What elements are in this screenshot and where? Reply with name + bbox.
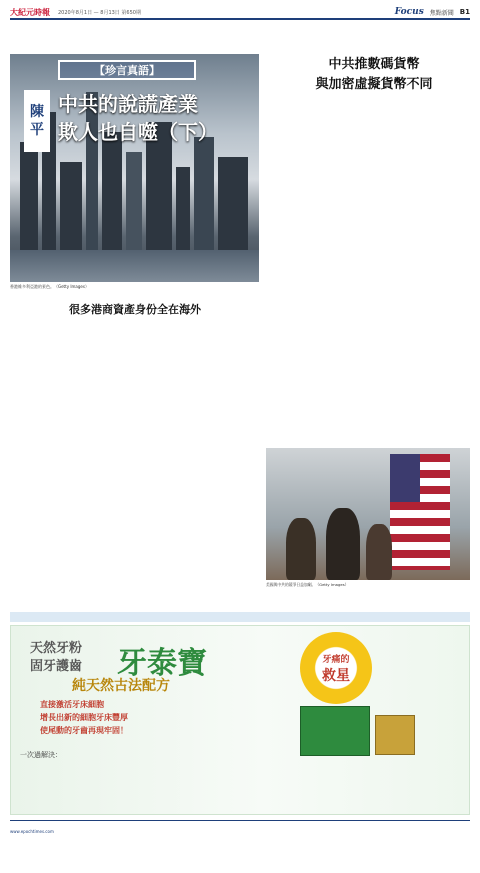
focus-label: Focus (394, 7, 424, 17)
feature-headline (58, 90, 258, 146)
issue-date: 2020年8月1日 — 8月13日 第650期 (58, 9, 141, 16)
paper-logo: 大紀元時報 (10, 6, 50, 17)
author-name-top: 陳 (30, 104, 44, 120)
ad-solve-label: 一次過解決： (20, 751, 62, 759)
product-box-small (375, 715, 415, 755)
story2-headline: 很多港商資產身份全在海外 (69, 303, 201, 316)
product-box (300, 706, 370, 756)
feature-headline-line2: 欺人也自噬（下） (58, 120, 218, 144)
footer-website[interactable]: www.epochtimes.com (10, 829, 54, 834)
ad-bullets (40, 698, 128, 737)
ad-tagline-line2: 固牙護齒 (30, 659, 83, 674)
ad-bullet-3: 使尾動的牙齒再現牢固！ (40, 726, 128, 735)
author-name-bottom: 平 (30, 122, 44, 138)
section-header (395, 7, 470, 17)
ad-badge (300, 632, 372, 704)
column-tag: 【珍言真語】 (58, 60, 196, 80)
ad-badge-line1: 牙痛的 (322, 654, 350, 665)
story3-headline (280, 55, 468, 95)
ad-bullet-2: 增長出新的細胞牙床豐厚 (40, 713, 128, 722)
section-name: 焦點新聞 (429, 9, 454, 17)
ad-link-strip (10, 612, 470, 622)
story3-headline-line1: 中共推數碼貨幣 (328, 57, 420, 72)
story3-photo-caption: 美國與中共的競爭日益加劇。（Getty Images） (266, 582, 349, 587)
story3-photo (266, 448, 470, 580)
ad-badge-line2: 救星 (322, 667, 350, 684)
footer (10, 820, 470, 868)
feature-photo-caption: 香港維多利亞港的景色。（Getty Images） (10, 284, 89, 289)
story3-headline-line2: 與加密虛擬貨幣不同 (315, 77, 433, 92)
ad-slogan: 純天然古法配方 (72, 678, 170, 694)
author-name (24, 90, 50, 152)
masthead (10, 6, 470, 20)
ad-tagline-line1: 天然牙粉 (30, 641, 83, 656)
feature-photo (10, 54, 259, 282)
ad-bullet-1: 直接激活牙床細胞 (40, 700, 104, 709)
ad-brand: 牙泰寶 (117, 646, 207, 681)
feature-headline-line1: 中共的說謊產業 (58, 92, 198, 116)
ad-tagline (30, 640, 82, 676)
page-number: B1 (459, 8, 470, 16)
